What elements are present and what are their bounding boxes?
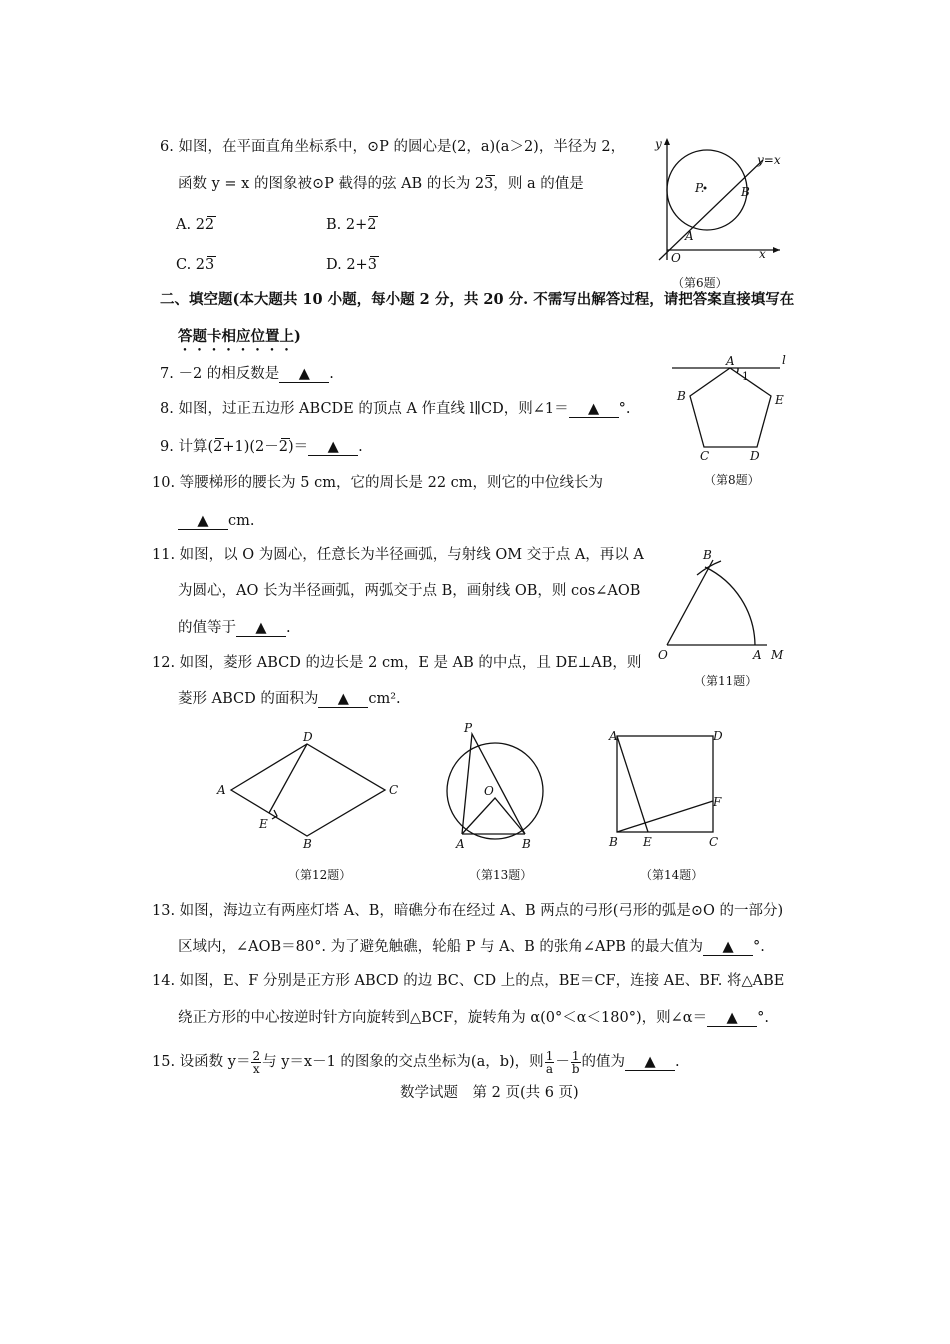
- q12-answer-blank[interactable]: ▲: [318, 691, 368, 708]
- fig14-label-f: F: [713, 795, 722, 809]
- q10-answer-blank[interactable]: ▲: [178, 513, 228, 530]
- fig13-label-p: P: [464, 721, 473, 735]
- q13-answer-blank[interactable]: ▲: [703, 939, 753, 956]
- fig8-label-c: C: [700, 449, 710, 463]
- q10-line1: 10. 等腰梯形的腰长为 5 cm，它的周长是 22 cm，则它的中位线长为: [152, 475, 604, 491]
- q15-answer-blank[interactable]: ▲: [625, 1054, 675, 1071]
- fig14-label-a: A: [609, 729, 618, 743]
- figure-8: [672, 352, 812, 462]
- fig6-x-arrow: [773, 247, 780, 253]
- q9-answer-blank[interactable]: ▲: [308, 439, 358, 456]
- fig11-label-b: B: [703, 548, 712, 562]
- q6-option-d: D. 2+3: [326, 257, 377, 273]
- fig14-label-c: C: [709, 835, 719, 849]
- fig8-pentagon: [690, 368, 771, 447]
- fig13-circle-o: [447, 743, 543, 839]
- fig14-caption: （第14题）: [640, 868, 704, 882]
- fig12-rhombus: [231, 744, 385, 836]
- fig8-caption: （第8题）: [704, 473, 760, 487]
- fig13-label-o: O: [484, 784, 494, 798]
- figure-13: [440, 722, 560, 852]
- q13-line1: 13. 如图，海边立有两座灯塔 A、B，暗礁分布在经过 A、B 两点的弓形(弓形的弧是⊙O 的一部分): [152, 903, 784, 919]
- fig6-label-o: O: [671, 251, 681, 265]
- fig14-square: [617, 736, 713, 832]
- fig11-label-o: O: [658, 648, 668, 662]
- fig6-line-y-equals-x: [659, 160, 763, 260]
- fig12-caption: （第12题）: [288, 868, 352, 882]
- fig12-label-c: C: [389, 783, 399, 797]
- fig8-label-e: E: [775, 393, 784, 407]
- fig14-label-d: D: [713, 729, 723, 743]
- fig11-label-m: M: [771, 648, 784, 662]
- figure-11: [655, 545, 795, 670]
- figure-12: [215, 730, 415, 855]
- q8-answer-blank[interactable]: ▲: [569, 401, 619, 418]
- fig6-label-p: P.: [695, 181, 705, 195]
- fig12-label-d: D: [303, 730, 313, 744]
- fig12-label-b: B: [303, 837, 312, 851]
- fig13-label-a: A: [456, 837, 465, 851]
- fig14-segment-ae: [617, 736, 648, 832]
- fig14-label-e: E: [643, 835, 652, 849]
- fig8-label-b: B: [677, 389, 686, 403]
- fig11-ray-ob: [667, 560, 713, 645]
- q14-line1: 14. 如图，E、F 分别是正方形 ABCD 的边 BC、CD 上的点，BE＝CF，连接 AE、BF. 将△ABE: [152, 973, 785, 989]
- figure-6: [645, 132, 795, 272]
- q13-line2: 区域内，∠AOB＝80°. 为了避免触礁，轮船 P 与 A、B 的张角∠APB 的最大值为 ▲ °.: [178, 939, 765, 955]
- q11-line3: 的值等于 ▲ .: [178, 620, 291, 636]
- figure-14: [605, 726, 735, 851]
- q6-option-a: A. 22: [176, 217, 215, 233]
- q6-line1: 6. 如图，在平面直角坐标系中，⊙P 的圆心是(2，a)(a＞2)，半径为 2，: [160, 139, 626, 155]
- fig12-segment-de: [269, 744, 307, 813]
- fig14-label-b: B: [609, 835, 618, 849]
- fig14-segment-bf: [617, 801, 713, 832]
- fig6-y-arrow: [664, 138, 670, 145]
- q11-line1: 11. 如图，以 O 为圆心，任意长为半径画弧，与射线 OM 交于点 A，再以 A: [152, 547, 644, 563]
- q12-line2: 菱形 ABCD 的面积为 ▲ cm².: [178, 691, 401, 707]
- fig11-caption: （第11题）: [694, 674, 758, 688]
- q6-option-c: C. 23: [176, 257, 215, 273]
- fig8-label-a: A: [726, 354, 735, 368]
- fig6-label-b: B: [741, 185, 750, 199]
- q6-option-b: B. 2+2: [326, 217, 377, 233]
- q10-line2: ▲ cm.: [178, 511, 254, 531]
- fig8-label-d: D: [750, 449, 760, 463]
- fig13-label-b: B: [522, 837, 531, 851]
- q9: 9. 计算(2+1)(2－2)＝ ▲ .: [160, 439, 363, 455]
- fig6-label-a: A: [685, 229, 694, 243]
- page-footer: 数学试题 第 2 页(共 6 页): [400, 1085, 579, 1101]
- q11-line2: 为圆心，AO 长为半径画弧，两弧交于点 B，画射线 OB，则 cos∠AOB: [178, 583, 641, 599]
- q7-answer-blank[interactable]: ▲: [279, 366, 329, 383]
- fig13-caption: （第13题）: [469, 868, 533, 882]
- fig11-arc-o: [705, 567, 755, 645]
- fig8-angle-arc: [737, 368, 738, 373]
- q11-answer-blank[interactable]: ▲: [236, 620, 286, 637]
- fig6-label-line: y=x: [757, 153, 781, 167]
- fig12-label-e: E: [259, 817, 268, 831]
- fig6-label-x: x: [759, 247, 766, 261]
- fig12-label-a: A: [217, 783, 226, 797]
- q14-answer-blank[interactable]: ▲: [707, 1010, 757, 1027]
- q12-line1: 12. 如图，菱形 ABCD 的边长是 2 cm，E 是 AB 的中点，且 DE⊥AB，则: [152, 655, 642, 671]
- q14-line2: 绕正方形的中心按逆时针方向旋转到△BCF，旋转角为 α(0°＜α＜180°)，则∠α＝ ▲ °.: [178, 1010, 769, 1026]
- q6-line2: 函数 y = x 的图象被⊙P 截得的弦 AB 的长为 23，则 a 的值是: [178, 176, 584, 192]
- fig8-label-1: 1: [742, 370, 749, 383]
- q15: 15. 设函数 y＝ $\frac{2}{x}$ 与 y＝x－1 的图象的交点坐标为(a，b)，则 $\frac{1}{a}$ － $\frac{1}{b}$ 的值为 ▲ .: [152, 1048, 680, 1076]
- fig6-caption: （第6题）: [672, 276, 728, 290]
- fig6-label-y: y: [655, 137, 662, 151]
- fig6-circle-p: [667, 150, 747, 230]
- section2-line2: 答题卡相应位置上): [178, 328, 301, 345]
- fig8-label-l: l: [782, 353, 786, 367]
- section2-line1: 二、填空题(本大题共 10 小题，每小题 2 分，共 20 分. 不需写出解答过程，请把答案直接填写在: [160, 291, 795, 308]
- q7: 7. －2 的相反数是 ▲ .: [160, 366, 334, 382]
- fig11-label-a: A: [753, 648, 762, 662]
- q8: 8. 如图，过正五边形 ABCDE 的顶点 A 作直线 l∥CD，则∠1＝ ▲ °.: [160, 401, 631, 417]
